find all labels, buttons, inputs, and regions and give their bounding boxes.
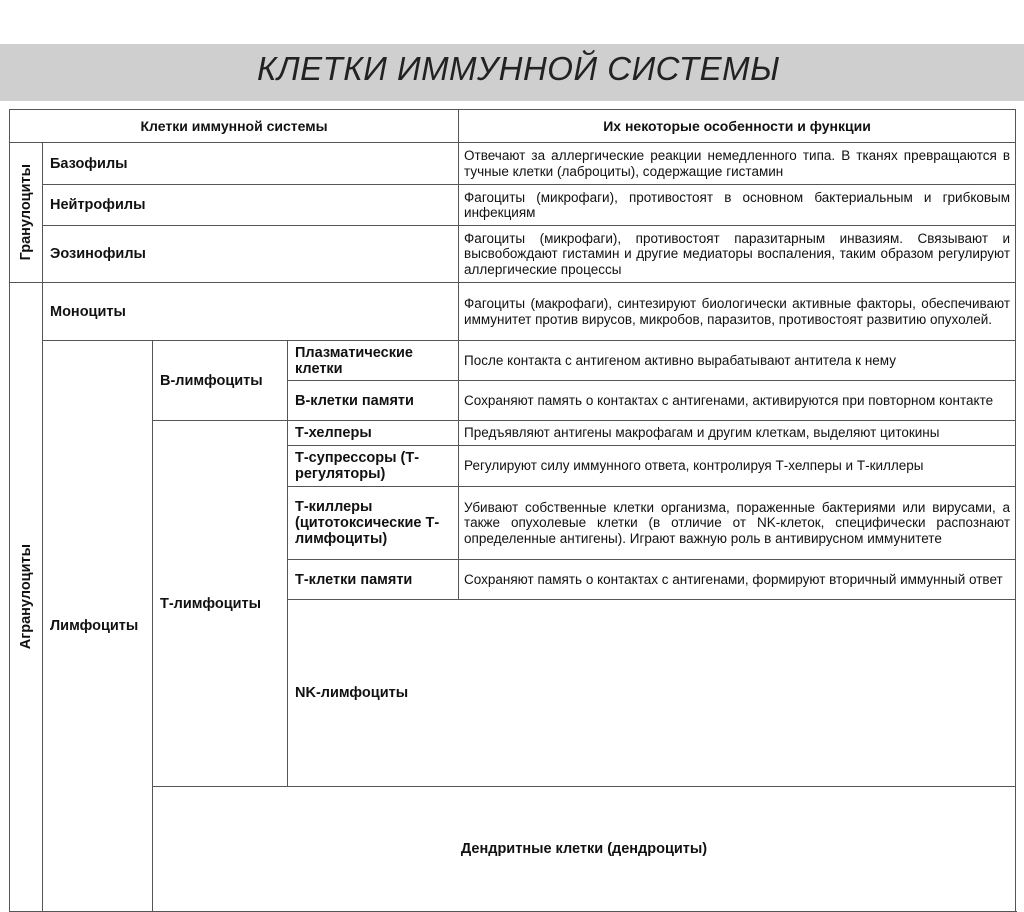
- table-row: [10, 185, 1016, 226]
- cell-description: Сохраняют память о контактах с антигенами, формируют вторичный иммунный ответ: [459, 560, 1016, 600]
- cell-name: Т-клетки памяти: [288, 560, 459, 600]
- cell-name: NK-лимфоциты: [288, 600, 1016, 787]
- cell-name: Лимфоциты: [43, 341, 153, 912]
- table-row: [10, 421, 1016, 446]
- cell-description: Отвечают за аллергические реакции немедленного типа. В тканях превращаются в тучные клетки (лаброциты), содержащие гистамин: [459, 143, 1016, 185]
- cell-name: Т-хелперы: [288, 421, 459, 446]
- cell-description: Убивают собственные клетки организма, пораженные бактериями или вирусами, а также опухолевые клетки (в отличие от NK-клеток, специфически распознают определенные антигены). Играют важную роль в антивирусном иммунитете: [459, 487, 1016, 560]
- cell-name: Т-супрессоры (Т-регуляторы): [288, 446, 459, 487]
- group-agranulocytes: [10, 283, 43, 912]
- cell-name: Эозинофилы: [43, 226, 459, 283]
- cell-description: Фагоциты (макрофаги), синтезируют биологически активные факторы, обеспечивают иммунитет против вирусов, микробов, паразитов, противостоят развитию опухолей.: [459, 283, 1016, 341]
- immune-cells-table: [9, 109, 1016, 912]
- cell-name: Моноциты: [43, 283, 459, 341]
- group-granulocytes: [10, 143, 43, 283]
- slide-title: КЛЕТКИ ИММУННОЙ СИСТЕМЫ: [257, 50, 780, 87]
- cell-description: Предъявляют антигены макрофагам и другим клеткам, выделяют цитокины: [459, 421, 1016, 446]
- table-row: [10, 787, 1016, 912]
- cell-description: После контакта с антигеном активно вырабатывают антитела к нему: [459, 341, 1016, 381]
- cell-description: Регулируют силу иммунного ответа, контролируя Т-хелперы и Т-киллеры: [459, 446, 1016, 487]
- cell-name: Нейтрофилы: [43, 185, 459, 226]
- cell-name: Плазматические клетки: [288, 341, 459, 381]
- group-label: Агранулоциты: [18, 544, 34, 650]
- cell-name: Т-киллеры (цитотоксические Т-лимфоциты): [288, 487, 459, 560]
- group-label: Гранулоциты: [18, 164, 34, 261]
- table-row: [10, 143, 1016, 185]
- cell-name: Т-лимфоциты: [153, 421, 288, 787]
- cell-description: Сохраняют память о контактах с антигенами, активируются при повторном контакте: [459, 381, 1016, 421]
- header-row: [10, 110, 1016, 143]
- table-row: [10, 283, 1016, 341]
- table-row: [10, 341, 1016, 381]
- cell-name: В-клетки памяти: [288, 381, 459, 421]
- cell-name: Базофилы: [43, 143, 459, 185]
- table-row: [10, 226, 1016, 283]
- header-cells: Клетки иммунной системы: [10, 110, 459, 143]
- cell-description: Фагоциты (микрофаги), противостоят паразитарным инвазиям. Связывают и высвобождают гистамин и другие медиаторы воспаления, таким образом регулируют аллергические процессы: [459, 226, 1016, 283]
- header-functions: Их некоторые особенности и функции: [459, 110, 1016, 143]
- cell-name: Дендритные клетки (дендроциты): [153, 787, 1016, 912]
- cell-description: Фагоциты (микрофаги), противостоят в основном бактериальным и грибковым инфекциям: [459, 185, 1016, 226]
- cell-name: В-лимфоциты: [153, 341, 288, 421]
